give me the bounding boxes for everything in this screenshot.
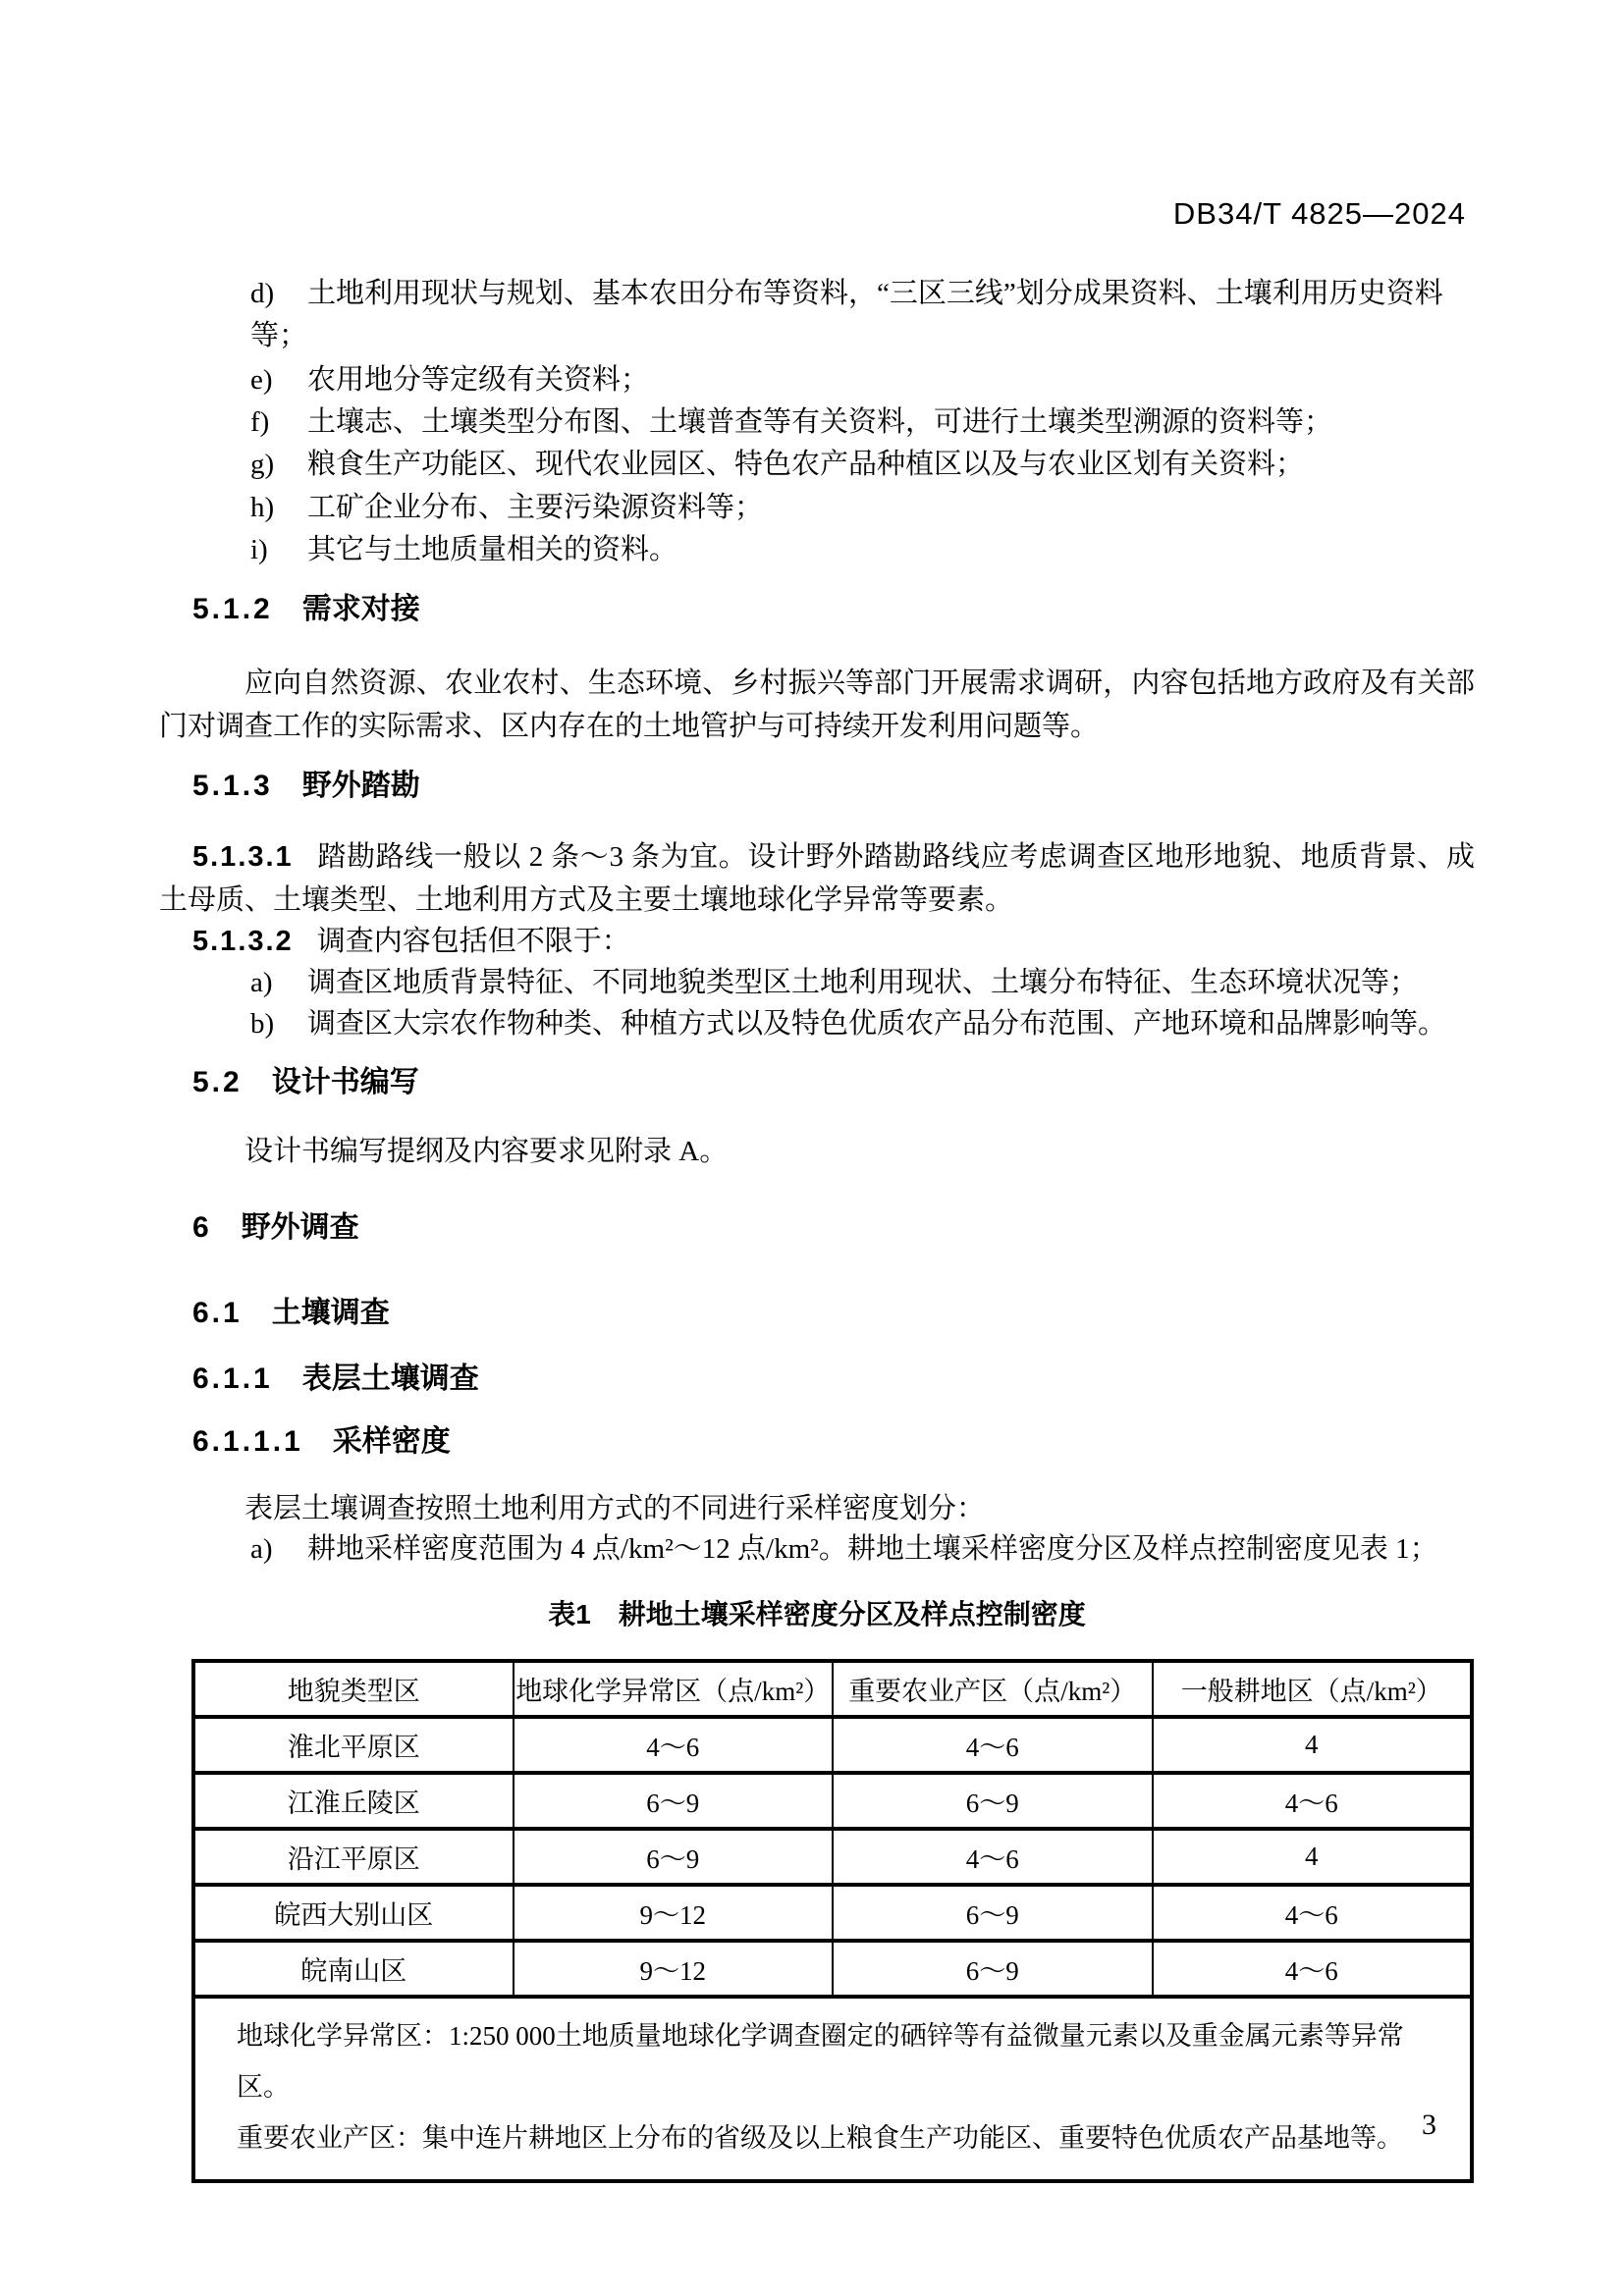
list-text: 土壤志、土壤类型分布图、土壤普查等有关资料，可进行土壤类型溯源的资料等； <box>307 406 1333 438</box>
table-cell: 9～12 <box>514 1941 834 1997</box>
list-letter: i) <box>250 534 268 565</box>
standard-number: DB34/T 4825—2024 <box>1172 196 1466 231</box>
clause-heading-61 <box>192 1297 390 1330</box>
table1-header-cell: 重要农业产区（点/km²） <box>833 1661 1153 1717</box>
table1-header-cell: 地貌类型区 <box>193 1661 514 1717</box>
clause-title: 采样密度 <box>332 1425 451 1458</box>
table-cell: 6～9 <box>833 1941 1153 1997</box>
table1-header-cell: 地球化学异常区（点/km²） <box>514 1661 834 1717</box>
clause-number: 6 <box>192 1211 212 1244</box>
list-item-i <box>250 529 1458 571</box>
clause-title: 表层土壤调查 <box>301 1362 479 1395</box>
table1 <box>191 1659 1474 2183</box>
list-item-b <box>250 1003 1458 1045</box>
clause-title: 土壤调查 <box>271 1297 390 1329</box>
table-cell: 9～12 <box>514 1885 834 1941</box>
table-cell: 4 <box>1153 1717 1473 1773</box>
clause-number: 5.1.3.1 <box>192 841 294 873</box>
clause-title: 野外调查 <box>241 1211 359 1244</box>
clause-title: 野外踏勘 <box>301 770 420 802</box>
list-letter: g) <box>250 449 275 480</box>
list-item-g <box>250 444 1458 486</box>
clause-number: 6.1.1.1 <box>192 1425 303 1458</box>
table-cell: 4～6 <box>1153 1885 1473 1941</box>
clause-number: 5.1.3 <box>192 770 273 802</box>
list-letter: a) <box>250 967 273 998</box>
table1-header-row <box>193 1661 1472 1717</box>
clause-number: 6.1 <box>192 1297 243 1329</box>
list-text: 调查区地质背景特征、不同地貌类型区土地利用现状、土壤分布特征、生态环境状况等； <box>307 967 1419 998</box>
table-cell: 皖南山区 <box>193 1941 514 1997</box>
table-row <box>193 1885 1472 1941</box>
list-letter: h) <box>250 492 275 523</box>
table1-notes-row <box>193 1997 1472 2181</box>
table-cell: 沿江平原区 <box>193 1829 514 1885</box>
list-letter: b) <box>250 1008 275 1040</box>
list-item-f <box>250 401 1458 444</box>
clause-text: 踏勘路线一般以 2 条～3 条为宜。设计野外踏勘路线应考虑调查区地形地貌、地质背景、成土母质、土壤类型、土地利用方式及主要土壤地球化学异常等要素。 <box>159 841 1475 916</box>
clause-heading-52 <box>192 1066 419 1099</box>
list-letter: d) <box>250 278 275 309</box>
list-letter: a) <box>250 1533 273 1565</box>
list-item-a <box>250 962 1458 1004</box>
list-text: 粮食生产功能区、现代农业园区、特色农产品种植区以及与农业区划有关资料； <box>307 449 1305 480</box>
clause-heading-513 <box>192 770 420 803</box>
clause-heading-6 <box>192 1211 359 1245</box>
list-item-d <box>250 273 1458 357</box>
table-cell: 4～6 <box>1153 1773 1473 1829</box>
table-cell: 6～9 <box>833 1773 1153 1829</box>
list-item-a-density <box>250 1528 1458 1571</box>
clause-heading-611 <box>192 1362 479 1396</box>
list-text: 耕地采样密度范围为 4 点/km²～12 点/km²。耕地土壤采样密度分区及样点控制密度见表 1； <box>307 1533 1438 1565</box>
list-text: 农用地分等定级有关资料； <box>307 364 650 396</box>
list-letter: f) <box>250 406 270 438</box>
clause-text: 调查内容包括但不限于： <box>316 926 630 957</box>
list-item-e <box>250 359 1458 401</box>
clause-body-5132 <box>159 920 1475 963</box>
table-cell: 皖西大别山区 <box>193 1885 514 1941</box>
table-cell: 淮北平原区 <box>193 1717 514 1773</box>
clause-body-6111: 表层土壤调查按照土地利用方式的不同进行采样密度划分： <box>244 1493 986 1524</box>
clause-body-52: 设计书编写提纲及内容要求见附录 A。 <box>244 1136 729 1167</box>
clause-heading-512 <box>192 593 420 626</box>
clause-body-512: 应向自然资源、农业农村、生态环境、乡村振兴等部门开展需求调研，内容包括地方政府及有关部门对调查工作的实际需求、区内存在的土地管护与可持续开发利用问题等。 <box>159 667 1475 742</box>
table-cell: 4～6 <box>833 1829 1153 1885</box>
table-row <box>193 1773 1472 1829</box>
table-row <box>193 1829 1472 1885</box>
table1-header-cell: 一般耕地区（点/km²） <box>1153 1661 1473 1717</box>
table-cell: 4～6 <box>833 1717 1153 1773</box>
list-letter: e) <box>250 364 273 396</box>
table-cell: 4 <box>1153 1829 1473 1885</box>
clause-number: 6.1.1 <box>192 1362 273 1395</box>
list-text: 调查区大宗农作物种类、种植方式以及特色优质农产品分布范围、产地环境和品牌影响等。 <box>307 1008 1447 1040</box>
clause-title: 需求对接 <box>301 593 420 625</box>
clause-body-5131 <box>159 835 1475 922</box>
list-text: 其它与土地质量相关的资料。 <box>307 534 678 565</box>
clause-heading-6111 <box>192 1425 451 1459</box>
table-cell: 4～6 <box>1153 1941 1473 1997</box>
clause-number: 5.1.3.2 <box>192 926 294 957</box>
table-row <box>193 1941 1472 1997</box>
table-row <box>193 1717 1472 1773</box>
table-cell: 6～9 <box>514 1829 834 1885</box>
table-cell: 6～9 <box>833 1885 1153 1941</box>
table-cell: 4～6 <box>514 1717 834 1773</box>
table1-note-2: 重要农业产区：集中连片耕地区上分布的省级及以上粮食生产功能区、重要特色优质农产品基地等。 <box>237 2123 1403 2153</box>
clause-title: 设计书编写 <box>271 1066 419 1098</box>
list-text: 土地利用现状与规划、基本农田分布等资料，“三区三线”划分成果资料、土壤利用历史资料等； <box>250 278 1443 351</box>
table1-caption: 表1 耕地土壤采样密度分区及样点控制密度 <box>548 1599 1086 1629</box>
clause-number: 5.2 <box>192 1066 243 1098</box>
table-cell: 江淮丘陵区 <box>193 1773 514 1829</box>
list-text: 工矿企业分布、主要污染源资料等； <box>307 492 764 523</box>
table1-note-1: 地球化学异常区：1:250 000土地质量地球化学调查圈定的硒锌等有益微量元素以及重金属元素等异常区。 <box>237 2021 1404 2102</box>
clause-number: 5.1.2 <box>192 593 273 625</box>
table-cell: 6～9 <box>514 1773 834 1829</box>
list-item-h <box>250 487 1458 529</box>
table1-notes-cell <box>193 1997 1472 2181</box>
page-number: 3 <box>1422 2109 1436 2141</box>
